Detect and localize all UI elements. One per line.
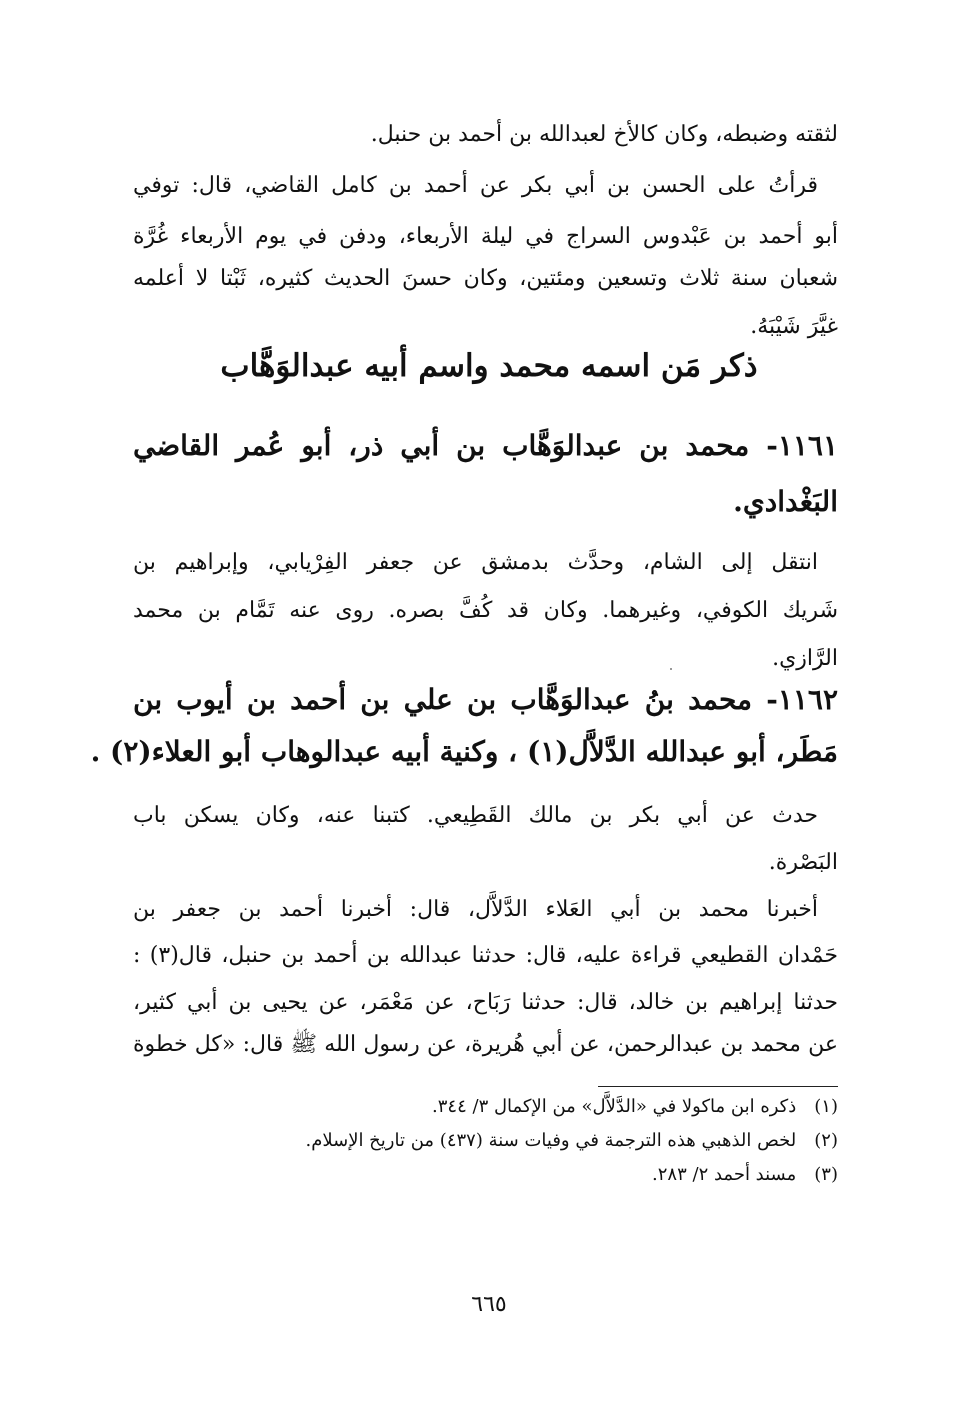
footnote-text: مسند أحمد ٢/ ٢٨٣. <box>652 1164 797 1185</box>
entry-title: ١١٦٢- محمد بنُ عبدالوَهَّاب بن علي بن أحمد بن أيوب بن <box>133 683 838 716</box>
footnote-text: لخص الذهبي هذه الترجمة في وفيات سنة (٤٣٧) من تاريخ الإسلام. <box>305 1130 797 1151</box>
footnote <box>133 1094 838 1120</box>
footnote-number: (٢) <box>814 1130 838 1151</box>
text-line: حَمْدان القطيعي قراءة عليه، قال: حدثنا عبدالله بن أحمد بن حنبل، قال(٣) : <box>133 943 838 968</box>
text-line: انتقل إلى الشام، وحدَّث بدمشق عن جعفر الفِرْيابي، وإبراهيم بن <box>133 550 819 575</box>
footnote-separator <box>598 1086 838 1087</box>
text-line: أخبرنا محمد بن أبي العَلاء الدَّلاَّل، قال: أخبرنا أحمد بن جعفر بن <box>133 897 818 922</box>
footnote-number: (١) <box>814 1096 838 1117</box>
entry-title: البَغْدادي. <box>733 485 838 518</box>
text-line: لثقته وضبطه، وكان كالأخ لعبدالله بن أحمد بن حنبل. <box>370 122 838 147</box>
text-line: حدث عن أبي بكر بن مالك القَطِيعي. كتبنا عنه، وكان يسكن باب <box>133 803 818 828</box>
text-line: البَصْرة. <box>768 850 838 875</box>
page-number: ٦٦٥ <box>471 1292 507 1317</box>
entry-title: مَطَر، أبو عبدالله الدَّلاَّل(١) ، وكنية أبيه عبدالوهاب أبو العلاء(٢) . <box>90 735 838 768</box>
text-line: شعبان سنة ثلاث وتسعين ومئتين، وكان حسنَ الحديث كثيره، ثَبْتا لا أعلمه <box>133 266 838 291</box>
text-line: شَريك الكوفي، وغيرهما. وكان قد كُفَّ بصره. روى عنه تَمَّام بن محمد <box>133 598 838 623</box>
footnote <box>133 1162 838 1188</box>
entry-title: ١١٦١- محمد بن عبدالوَهَّاب بن أبي ذر، أبو عُمر القاضي <box>133 429 838 462</box>
footnote-number: (٣) <box>814 1164 838 1185</box>
footnote-text: ذكره ابن ماكولا في «الدَّلاَّل» من الإكمال ٣/ ٣٤٤. <box>432 1096 797 1117</box>
text-line: أبو أحمد بن عَبْدوس السراج في ليلة الأربعاء، ودفن في يوم الأربعاء غُرَّة <box>133 224 838 249</box>
text-line: غيَّرَ شَيْبَهُ. <box>750 314 838 339</box>
text-line: الرَّازي. <box>772 646 838 671</box>
text-line: عن محمد بن عبدالرحمن، عن أبي هُريرة، عن رسول الله ﷺ قال: «كل خطوة <box>133 1032 838 1057</box>
text-line: حدثنا إبراهيم بن خالد، قال: حدثنا رَبَاح، عن مَعْمَر، عن يحيى بن أبي كثير، <box>133 990 838 1015</box>
speck <box>670 668 672 670</box>
text-line: قرأتُ على الحسن بن أبي بكر عن أحمد بن كامل القاضي، قال: توفي <box>133 173 818 198</box>
footnote <box>133 1128 838 1154</box>
section-heading: ذكر مَن اسمه محمد واسم أبيه عبدالوَهَّاب <box>220 348 758 384</box>
